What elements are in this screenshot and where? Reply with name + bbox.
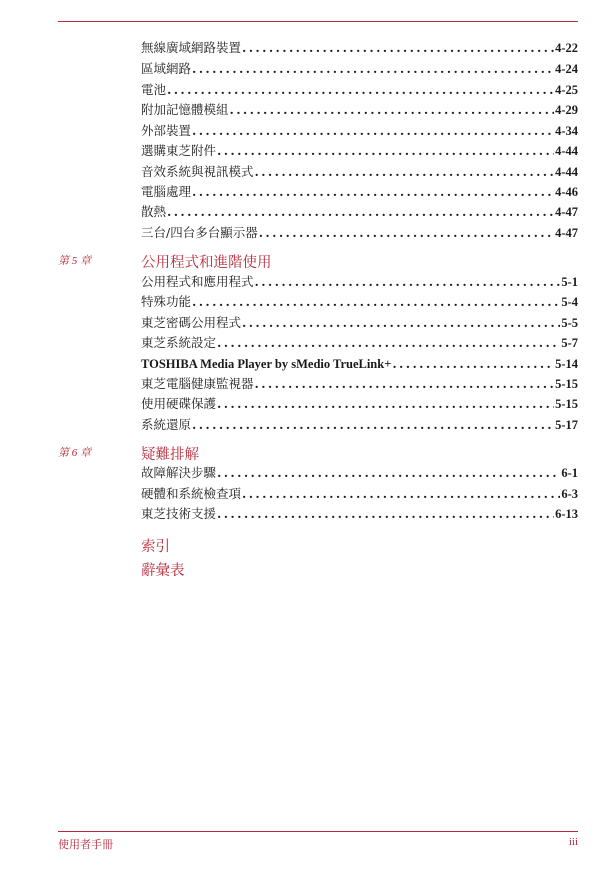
toc-entry-title: 使用硬碟保護 xyxy=(141,396,217,411)
toc-entry[interactable] xyxy=(141,315,578,331)
toc-entry-page: 5-4 xyxy=(561,295,578,309)
header-rule xyxy=(58,21,578,22)
dot-leader xyxy=(230,102,555,118)
glossary-title[interactable]: 辭彙表 xyxy=(141,563,185,579)
toc-entry-title: 電池 xyxy=(141,82,167,97)
toc-entry-page: 4-47 xyxy=(555,226,578,240)
dot-leader xyxy=(242,40,554,56)
dot-leader xyxy=(242,486,560,502)
toc-entry-page: 5-17 xyxy=(555,418,578,432)
toc-entry-title: 東芝電腦健康監視器 xyxy=(141,376,254,391)
toc-entry-page: 6-3 xyxy=(561,487,578,501)
toc-entry-page: 5-15 xyxy=(555,377,578,391)
toc-entry[interactable] xyxy=(141,184,578,200)
toc-entry-title: 東芝技術支援 xyxy=(141,506,217,521)
toc-entry-title: 故障解決步驟 xyxy=(141,465,217,480)
dot-leader xyxy=(192,61,554,77)
chapter-title[interactable]: 疑難排解 xyxy=(141,447,199,463)
dot-leader xyxy=(192,417,554,433)
index-title[interactable]: 索引 xyxy=(141,539,170,555)
toc-entry[interactable] xyxy=(141,506,578,522)
footer-page-number: iii xyxy=(568,836,578,848)
toc-entry-page: 5-5 xyxy=(561,316,578,330)
chapter-label: 第 6 章 xyxy=(58,447,91,459)
toc-entry[interactable] xyxy=(141,123,578,139)
toc-entry-page: 4-22 xyxy=(555,41,578,55)
toc-entry-page: 5-7 xyxy=(561,336,578,350)
toc-entry-title: 特殊功能 xyxy=(141,294,192,309)
toc-entry[interactable] xyxy=(141,335,578,351)
toc-entry-title: 電腦處理 xyxy=(141,184,192,199)
dot-leader xyxy=(192,294,560,310)
toc-entry[interactable] xyxy=(141,417,578,433)
toc-entry-title: 散熱 xyxy=(141,204,167,219)
dot-leader xyxy=(255,164,555,180)
dot-leader xyxy=(217,396,554,412)
footer-manual-title: 使用者手冊 xyxy=(58,838,113,851)
toc-entry-title: 選購東芝附件 xyxy=(141,143,217,158)
toc-entry-title: 硬體和系統檢查項 xyxy=(141,486,242,501)
toc-entry-page: 4-44 xyxy=(555,165,578,179)
toc-entry-page: 4-34 xyxy=(555,124,578,138)
chapter-title[interactable]: 公用程式和進階使用 xyxy=(141,255,272,271)
footer-rule xyxy=(58,831,578,832)
dot-leader xyxy=(192,123,554,139)
dot-leader xyxy=(217,143,554,159)
chapter-label: 第 5 章 xyxy=(58,255,91,267)
dot-leader xyxy=(217,465,560,481)
toc-entry[interactable] xyxy=(141,376,578,392)
toc-entry[interactable] xyxy=(141,40,578,56)
toc-entry-title: 音效系統與視訊模式 xyxy=(141,164,254,179)
toc-entry-title: 東芝密碼公用程式 xyxy=(141,315,242,330)
toc-entry[interactable] xyxy=(141,102,578,118)
toc-entry-page: 4-44 xyxy=(555,144,578,158)
toc-entry-title: 外部裝置 xyxy=(141,123,192,138)
toc-entry[interactable] xyxy=(141,356,578,372)
toc-entry[interactable] xyxy=(141,82,578,98)
toc-entry-title: 公用程式和應用程式 xyxy=(141,274,254,289)
toc-entry-title: 無線廣域網路裝置 xyxy=(141,40,242,55)
dot-leader xyxy=(255,274,561,290)
toc-entry[interactable] xyxy=(141,396,578,412)
toc-entry-page: 4-25 xyxy=(555,83,578,97)
dot-leader xyxy=(167,204,554,220)
toc-entry[interactable] xyxy=(141,204,578,220)
toc-entry-title: 區域網路 xyxy=(141,61,192,76)
dot-leader xyxy=(392,356,554,372)
toc-entry[interactable] xyxy=(141,164,578,180)
toc-entry-page: 5-1 xyxy=(561,275,578,289)
dot-leader xyxy=(192,184,554,200)
dot-leader xyxy=(167,82,554,98)
toc-entry-page: 4-29 xyxy=(555,103,578,117)
toc-entry-page: 4-46 xyxy=(555,185,578,199)
toc-entry-page: 5-14 xyxy=(555,357,578,371)
toc-entry-title: 系統還原 xyxy=(141,417,192,432)
toc-entry[interactable] xyxy=(141,61,578,77)
toc-entry-page: 4-24 xyxy=(555,62,578,76)
toc-entry[interactable] xyxy=(141,225,578,241)
toc-entry-page: 4-47 xyxy=(555,205,578,219)
dot-leader xyxy=(242,315,560,331)
dot-leader xyxy=(217,506,554,522)
toc-entry-title: 東芝系統設定 xyxy=(141,335,217,350)
toc-entry[interactable] xyxy=(141,294,578,310)
dot-leader xyxy=(259,225,554,241)
toc-entry[interactable] xyxy=(141,274,578,290)
dot-leader xyxy=(217,335,560,351)
toc-entry[interactable] xyxy=(141,465,578,481)
toc-entry[interactable] xyxy=(141,486,578,502)
toc-entry-title: 三台/四台多台顯示器 xyxy=(141,225,258,240)
toc-entry-title: TOSHIBA Media Player by sMedio TrueLink+ xyxy=(141,357,392,371)
toc-entry-page: 5-15 xyxy=(555,397,578,411)
dot-leader xyxy=(255,376,555,392)
toc-entry[interactable] xyxy=(141,143,578,159)
toc-entry-page: 6-1 xyxy=(561,466,578,480)
toc-entry-title: 附加記憶體模組 xyxy=(141,102,229,117)
toc-entry-page: 6-13 xyxy=(555,507,578,521)
